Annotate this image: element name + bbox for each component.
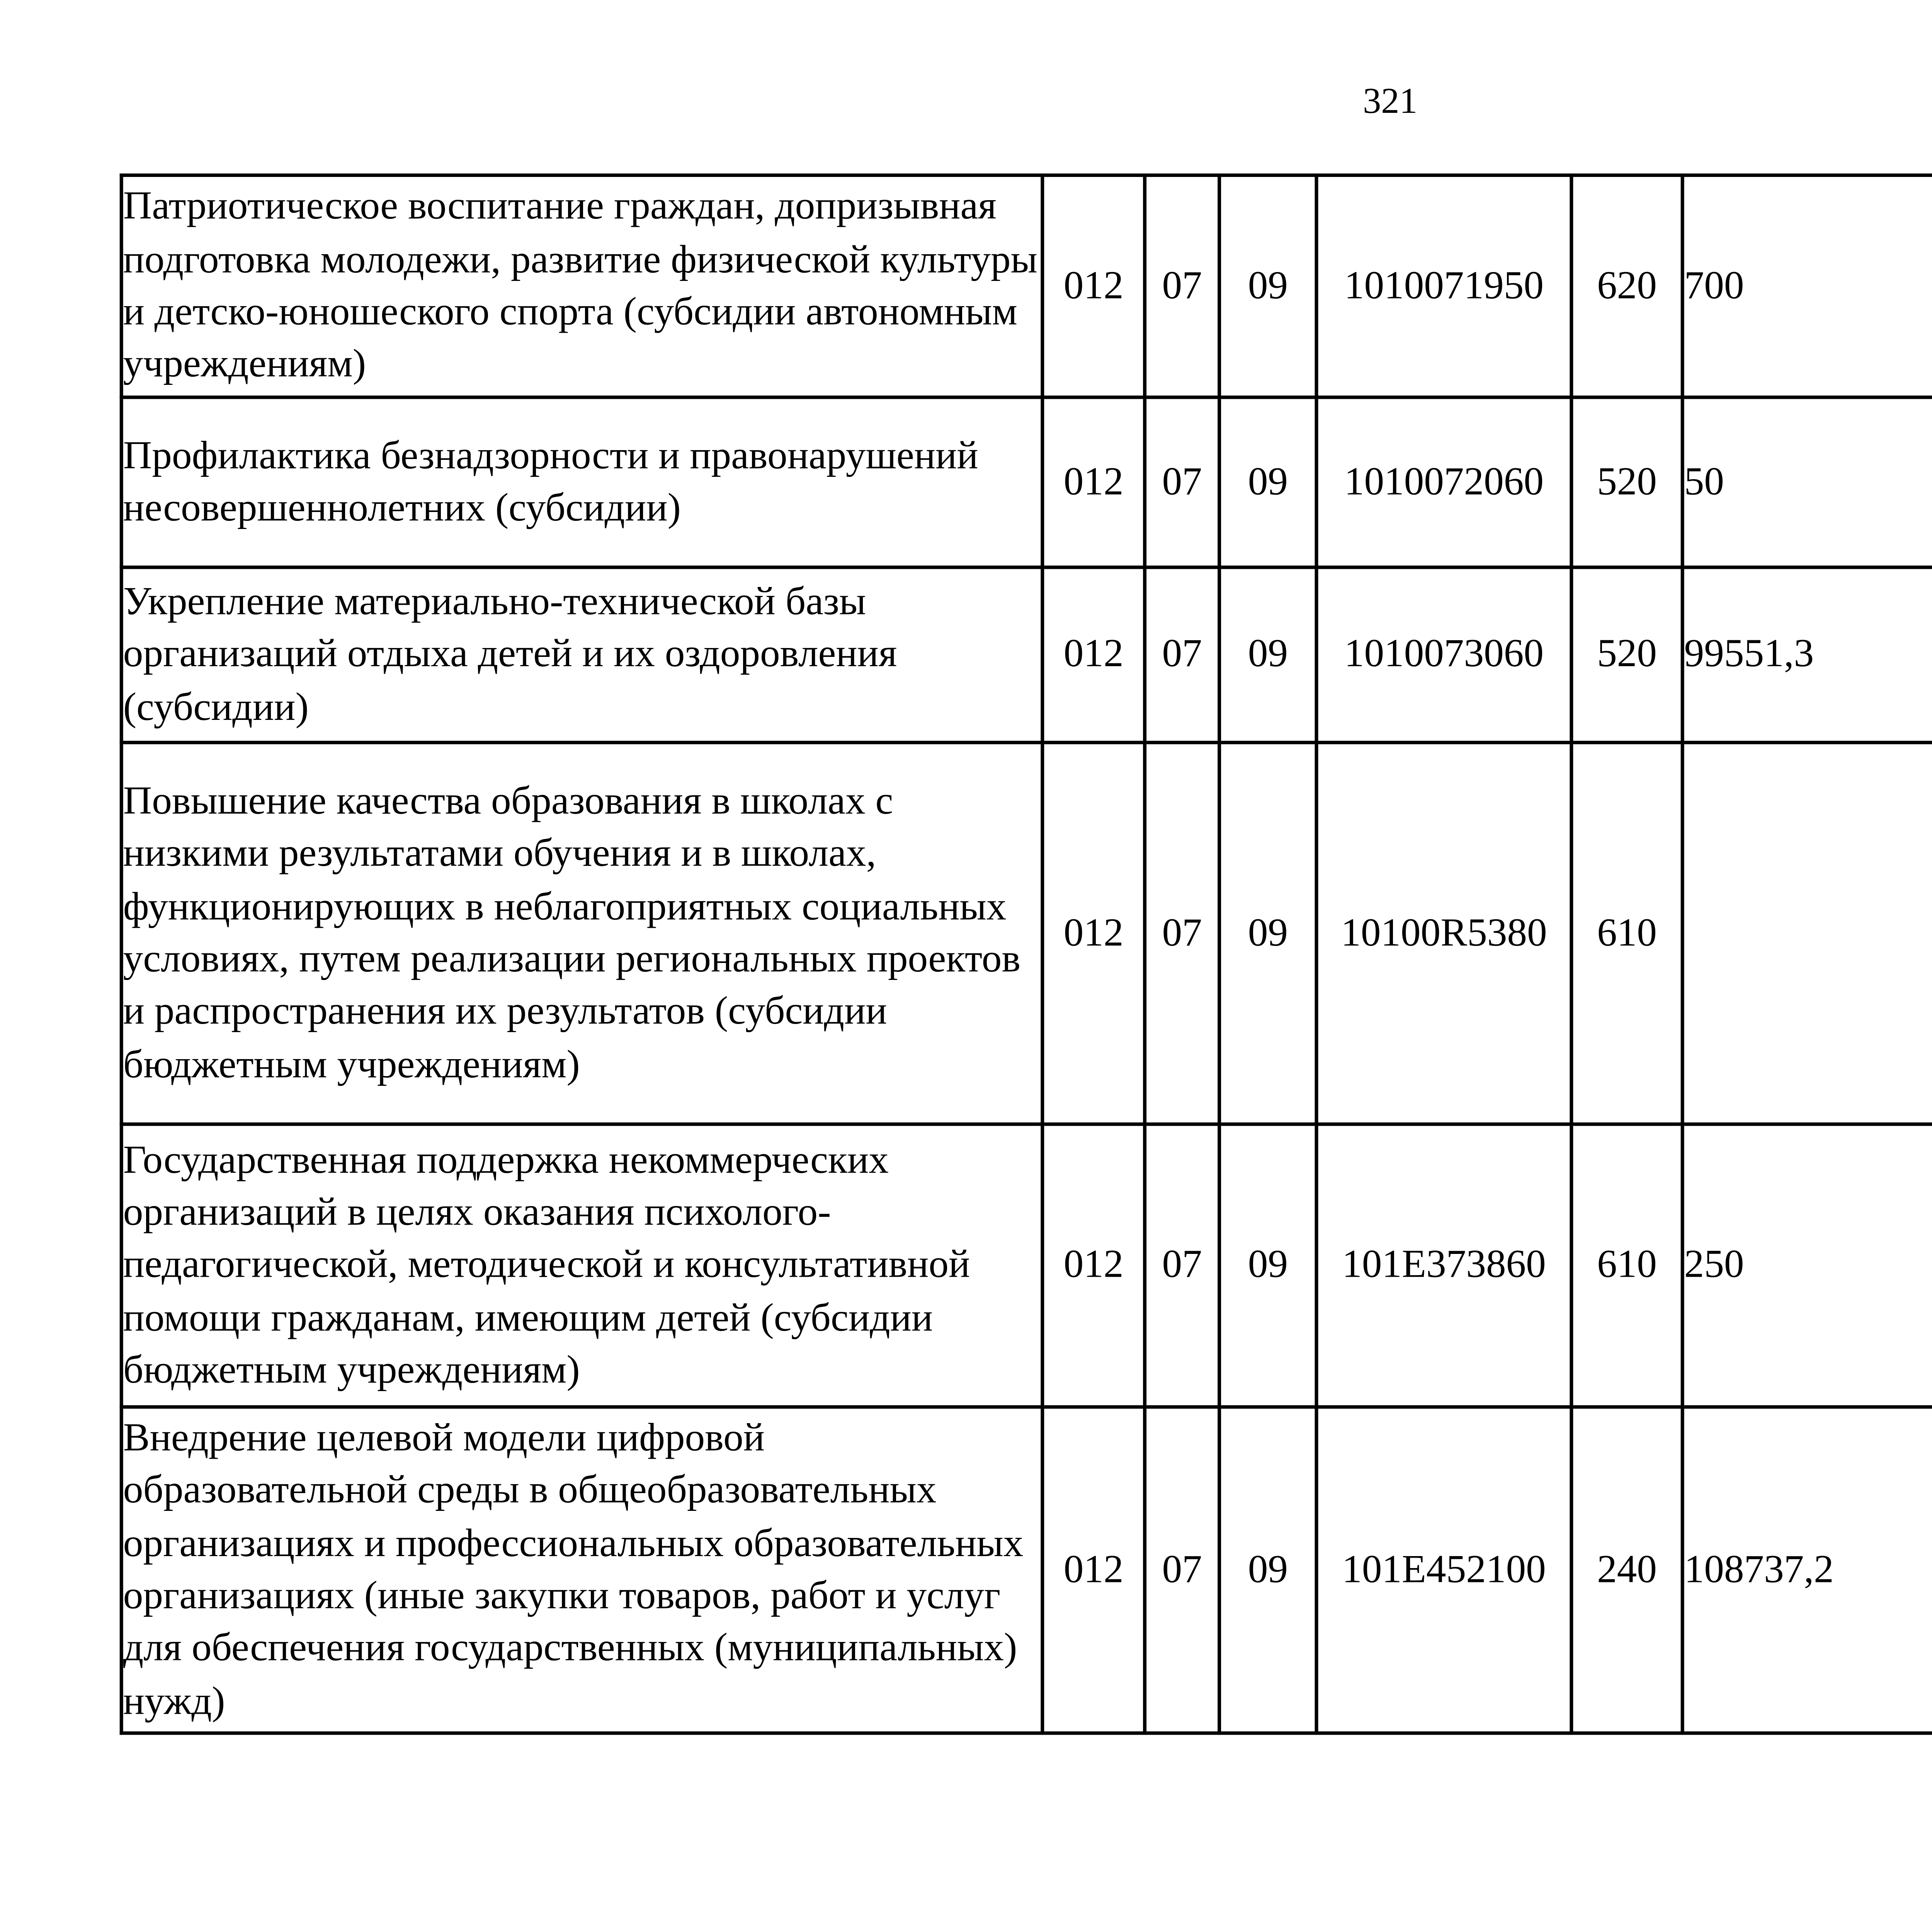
- amount-year-1: 108737,2: [1682, 1407, 1932, 1733]
- expense-type-code: 610: [1571, 743, 1682, 1124]
- target-article-code: 1010073060: [1316, 567, 1571, 742]
- ministry-code: 012: [1043, 567, 1145, 742]
- amount-year-1: 700: [1682, 175, 1932, 397]
- row-description: Патриотическое воспитание граждан, допризывная подготовка молодежи, развитие физической культуры и детско-юношеского спорта (субсидии автономным учреждениям): [121, 175, 1043, 397]
- target-article-code: 101E452100: [1316, 1407, 1571, 1733]
- expense-type-code: 620: [1571, 175, 1682, 397]
- section-code: 07: [1145, 175, 1219, 397]
- section-code: 07: [1145, 1124, 1219, 1407]
- target-article-code: 1010071950: [1316, 175, 1571, 397]
- section-code: 07: [1145, 1407, 1219, 1733]
- row-description: Профилактика безнадзорности и правонарушений несовершеннолетних (субсидии): [121, 397, 1043, 567]
- subsection-code: 09: [1219, 567, 1316, 742]
- subsection-code: 09: [1219, 175, 1316, 397]
- row-description: Внедрение целевой модели цифровой образовательной среды в общеобразовательных организациях и профессиональных образовательных организациях (иные закупки товаров, работ и услуг для обеспечения государственных (муниципальных) нужд): [121, 1407, 1043, 1733]
- ministry-code: 012: [1043, 743, 1145, 1124]
- expense-type-code: 520: [1571, 397, 1682, 567]
- amount-year-1: 99551,3: [1682, 567, 1932, 742]
- amount-year-1: 250: [1682, 1124, 1932, 1407]
- budget-table: [120, 173, 1932, 1735]
- subsection-code: 09: [1219, 1407, 1316, 1733]
- section-code: 07: [1145, 567, 1219, 742]
- row-description: Укрепление материально-технической базы организаций отдыха детей и их оздоровления (субсидии): [121, 567, 1043, 742]
- amount-year-1: 50: [1682, 397, 1932, 567]
- table-row: [121, 1124, 1932, 1407]
- page-number: 321: [1363, 80, 1418, 122]
- amount-year-1: [1682, 743, 1932, 1124]
- table-row: [121, 743, 1932, 1124]
- row-description: Повышение качества образования в школах с низкими результатами обучения и в школах, функционирующих в неблагоприятных социальных условиях, путем реализации региональных проектов и распространения их результатов (субсидии бюджетным учреждениям): [121, 743, 1043, 1124]
- expense-type-code: 610: [1571, 1124, 1682, 1407]
- expense-type-code: 520: [1571, 567, 1682, 742]
- section-code: 07: [1145, 397, 1219, 567]
- row-description: Государственная поддержка некоммерческих организаций в целях оказания психолого-педагогической, методической и консультативной помощи гражданам, имеющим детей (субсидии бюджетным учреждениям): [121, 1124, 1043, 1407]
- expense-type-code: 240: [1571, 1407, 1682, 1733]
- target-article-code: 1010072060: [1316, 397, 1571, 567]
- target-article-code: 101E373860: [1316, 1124, 1571, 1407]
- subsection-code: 09: [1219, 397, 1316, 567]
- table-row: [121, 397, 1932, 567]
- subsection-code: 09: [1219, 743, 1316, 1124]
- subsection-code: 09: [1219, 1124, 1316, 1407]
- section-code: 07: [1145, 743, 1219, 1124]
- ministry-code: 012: [1043, 397, 1145, 567]
- table-row: [121, 175, 1932, 397]
- table-row: [121, 567, 1932, 742]
- ministry-code: 012: [1043, 1407, 1145, 1733]
- ministry-code: 012: [1043, 175, 1145, 397]
- table-row: [121, 1407, 1932, 1733]
- target-article-code: 10100R5380: [1316, 743, 1571, 1124]
- ministry-code: 012: [1043, 1124, 1145, 1407]
